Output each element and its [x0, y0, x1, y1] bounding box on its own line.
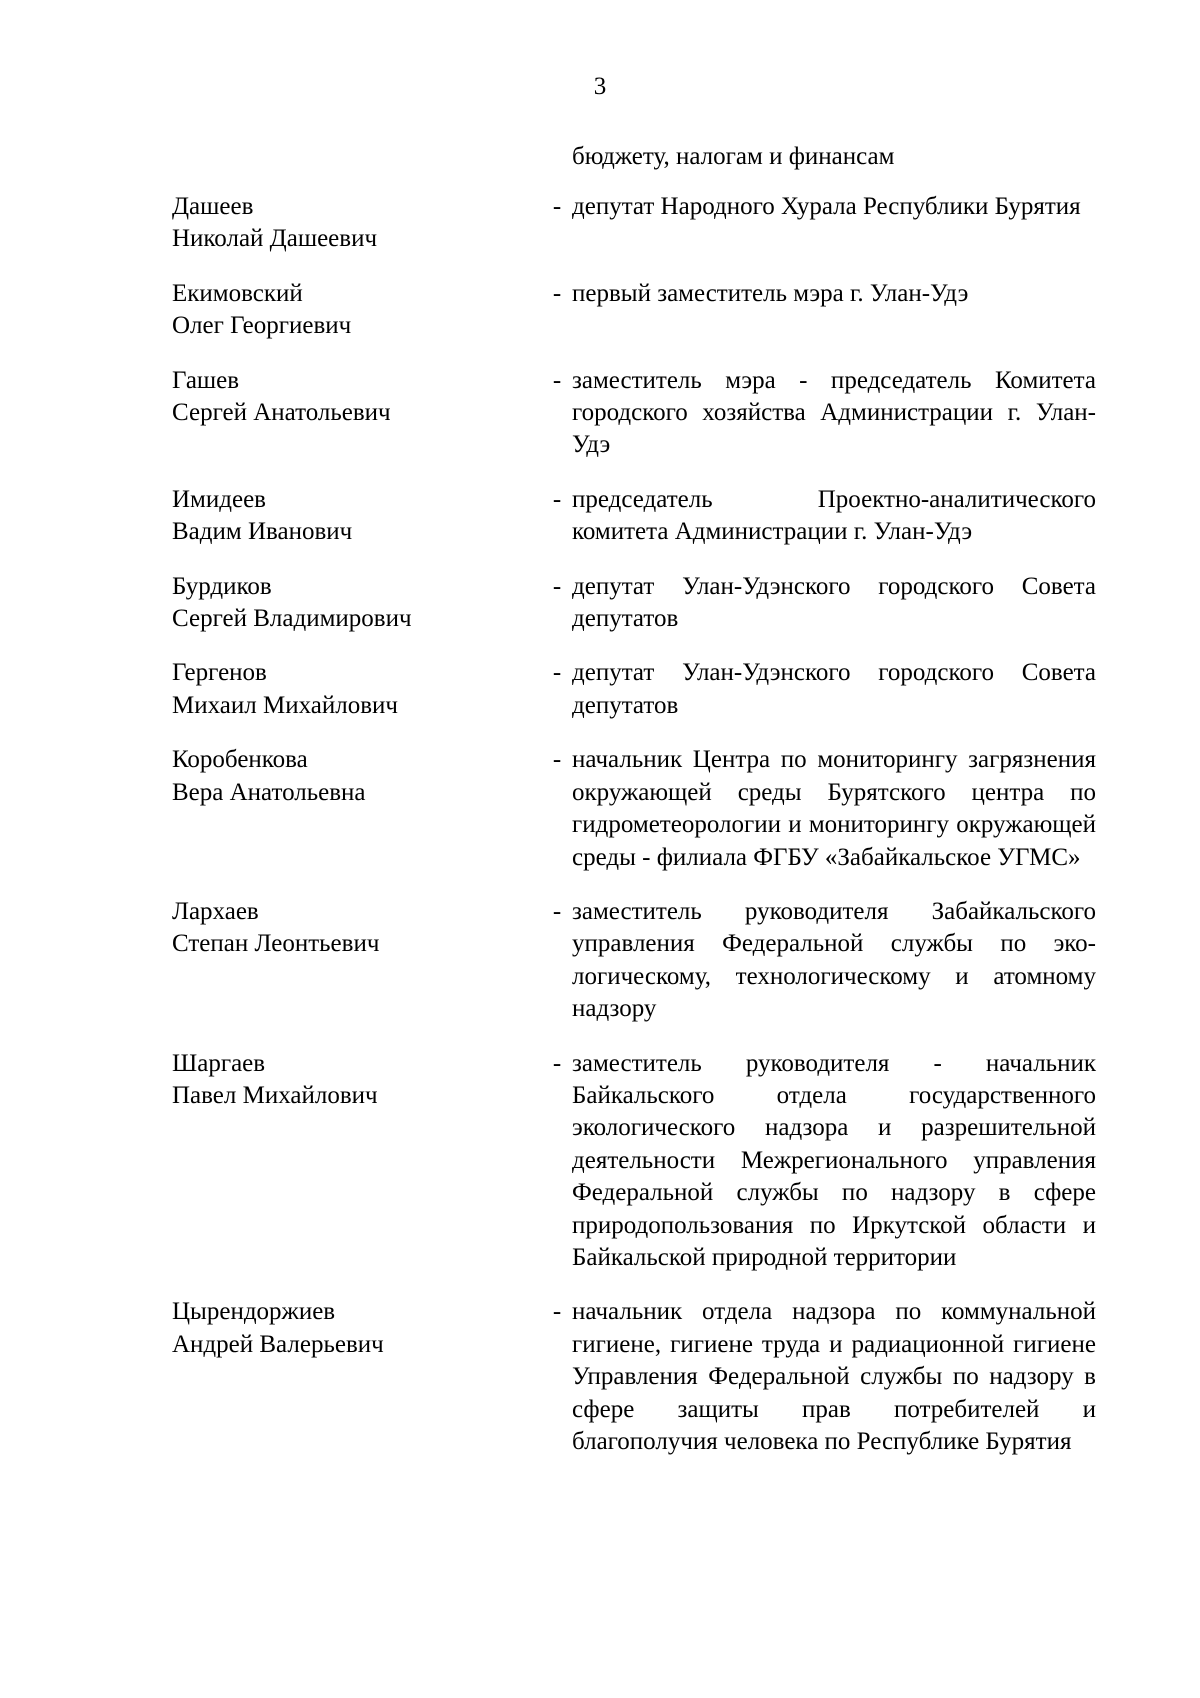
member-name — [172, 365, 542, 462]
member-entry — [172, 744, 1096, 874]
member-name — [172, 657, 542, 722]
member-entry — [172, 1048, 1096, 1275]
member-surname: Бурдиков — [172, 572, 272, 600]
separator-dash: - — [552, 193, 562, 220]
member-surname: Шаргаев — [172, 1049, 266, 1077]
member-name — [172, 484, 542, 549]
member-surname: Дашеев — [172, 193, 254, 220]
member-given-name: Вера Анатольевна — [172, 778, 366, 806]
member-role: депутат Улан-Удэнского городского Совета депутатов — [572, 659, 1096, 719]
member-name — [172, 1296, 542, 1458]
member-given-name: Михаил Михайлович — [172, 691, 398, 719]
member-name — [172, 1048, 542, 1275]
member-role: председатель Проектно-аналитического комитета Администрации г. Улан-Удэ — [572, 485, 1096, 546]
member-surname: Лархаев — [172, 897, 259, 925]
member-entry — [172, 365, 1096, 462]
member-entry — [172, 278, 1096, 343]
member-given-name: Сергей Анатольевич — [172, 399, 391, 427]
member-name — [172, 191, 542, 256]
member-role: начальник отдела надзора по коммунальной гигиене, гигиене труда и радиационной гигиене Управления Федеральной службы по надзору в сфере защиты прав потребителей и благополучия человека по Республике Бурятия — [572, 1298, 1096, 1455]
member-given-name: Андрей Валерьевич — [172, 1330, 384, 1358]
page-number: 3 — [593, 73, 607, 100]
member-name — [172, 571, 542, 636]
member-surname: Гергенов — [172, 659, 267, 687]
member-given-name: Олег Георгиевич — [172, 312, 352, 340]
member-surname: Коробенкова — [172, 746, 308, 774]
member-entry — [172, 571, 1096, 636]
member-given-name: Павел Михайлович — [172, 1081, 378, 1109]
member-entry — [172, 191, 1096, 256]
member-role: начальник Центра по мониторингу загрязнения окружающей среды Бурятского центра по гидрометеорологии и мониторингу окружающей среды - филиала ФГБУ «Забайкальское УГМС» — [572, 746, 1096, 871]
member-surname: Цырендоржиев — [172, 1298, 336, 1326]
member-surname: Имидеев — [172, 485, 266, 513]
member-entry — [172, 484, 1096, 549]
member-given-name: Сергей Владимирович — [172, 605, 412, 633]
member-entry — [172, 657, 1096, 722]
member-given-name: Степан Леонтьевич — [172, 930, 380, 958]
member-given-name: Вадим Иванович — [172, 518, 353, 546]
member-entry — [172, 896, 1096, 1026]
member-role: депутат Улан-Удэнского городского Совета депутатов — [572, 572, 1096, 633]
member-given-name: Николай Дашеевич — [172, 225, 378, 253]
separator-dash: - — [552, 659, 562, 687]
member-role: заместитель мэра - председатель Комитета городского хозяйства Администрации г. Улан-Удэ — [572, 366, 1096, 459]
separator-dash: - — [552, 1298, 562, 1326]
separator-dash: - — [552, 1049, 562, 1077]
separator-dash: - — [552, 485, 562, 513]
separator-dash: - — [552, 366, 562, 394]
member-surname: Екимовский — [172, 279, 303, 307]
separator-dash: - — [552, 746, 562, 774]
separator-dash: - — [552, 279, 562, 307]
continued-role-text: бюджету, налогам и финансам — [572, 143, 895, 170]
member-name — [172, 278, 542, 343]
member-name — [172, 744, 542, 874]
member-entry — [172, 1296, 1096, 1458]
member-surname: Гашев — [172, 366, 240, 394]
member-role: первый заместитель мэра г. Улан-Удэ — [572, 279, 969, 307]
separator-dash: - — [552, 572, 562, 600]
member-role: депутат Народного Хурала Республики Бурятия — [572, 193, 1081, 220]
member-name — [172, 896, 542, 1026]
commission-member-list — [172, 140, 1096, 1480]
member-role: заместитель руководителя - начальник Байкальского отдела государственного экологического надзора и разрешительной деятельности Межрегионального управления Федеральной службы по надзору в сфере природопользования по Иркутской области и Байкальской природной территории — [572, 1049, 1096, 1271]
member-role: заместитель руководителя Забайкальского управления Федеральной службы по экологическому, технологическому и атомному надзору — [572, 897, 1096, 1023]
separator-dash: - — [552, 897, 562, 925]
